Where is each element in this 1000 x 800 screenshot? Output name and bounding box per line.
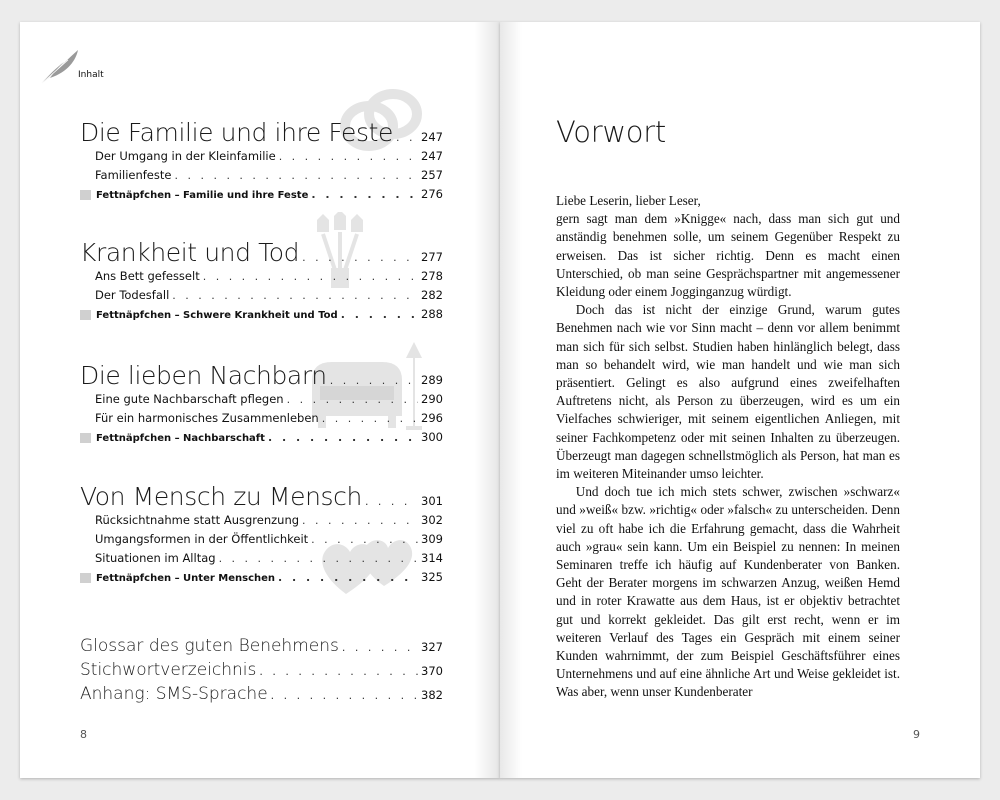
toc-section-heading[interactable]: [80, 238, 443, 267]
dot-leader: [268, 428, 418, 447]
appendix-page: 370: [421, 664, 443, 678]
salutation: Liebe Leserin, lieber Leser,: [556, 193, 701, 208]
toc-entry[interactable]: [80, 549, 443, 568]
dot-leader: [311, 530, 418, 549]
entry-page: 282: [421, 288, 443, 302]
entry-label: Eine gute Nachbarschaft pflegen: [95, 392, 284, 406]
toc-section-heading[interactable]: [80, 118, 443, 147]
grey-square-icon: [80, 433, 91, 443]
paragraph: gern sagt man dem »Knigge« nach, dass man sich gut und anständig benehmen solle, um seinem Gegenüber Respekt zu erweisen. Das ist sicher richtig. Denn es macht einen Unterschied, ob man seine Gesprächspartner mit angemessener Kleidung oder einem Jogginganzug würdigt.: [556, 211, 900, 300]
entry-page: 288: [421, 307, 443, 321]
entry-label: Ans Bett gefesselt: [95, 269, 200, 283]
appendix-list: [80, 636, 443, 708]
grey-square-icon: [80, 310, 91, 320]
section-title: Die Familie und ihre Feste: [80, 118, 394, 147]
entry-label: Fettnäpfchen – Nachbarschaft: [96, 433, 265, 444]
chapter-title: Vorwort: [556, 115, 666, 149]
paragraph: Und doch tue ich mich stets schwer, zwischen »schwarz« und »weiß« bzw. »richtig« oder »falsch« zu unterscheiden. Denn viel zu oft habe ich die Erfahrung gemacht, dass die Wahrheit auch »grau« sein kann. Um ein Beispiel zu nennen: In meinen Seminaren treffe ich häufig auf Kundenberater von Banken. Geht der Berater morgens im schwarzen Anzug, weißen Hemd und in roter Krawatte aus dem Haus, ist er objektiv betrachtet gut und korrekt gekleidet. Das gilt erst recht, wenn er im weiteren Verlauf des Tages ein Gespräch mit einem seiner Kunden wahrnimmt, der zum Beispiel Geschäftsführer eines Unternehmens und auf eine ähnliche Art und Weise gekleidet ist. Was aber, wenn unser Kundenberater: [556, 484, 900, 700]
header-label: Inhalt: [78, 70, 104, 80]
entry-page: 300: [421, 430, 443, 444]
dot-leader: [259, 665, 418, 678]
toc-entry-fettnaepfchen[interactable]: [80, 568, 443, 587]
toc-section-4: [80, 482, 443, 587]
toc-entry[interactable]: [80, 267, 443, 286]
toc-section-heading[interactable]: [80, 361, 443, 390]
appendix-title: Stichwortverzeichnis: [80, 660, 257, 680]
entry-label: Situationen im Alltag: [95, 551, 216, 565]
dot-leader: [278, 568, 418, 587]
toc-section-1: [80, 118, 443, 204]
entry-page: 325: [421, 570, 443, 584]
section-page: 301: [421, 494, 443, 508]
entry-page: 276: [421, 187, 443, 201]
right-page: [500, 22, 980, 778]
entry-label: Fettnäpfchen – Unter Menschen: [96, 573, 276, 584]
toc-entry[interactable]: [80, 530, 443, 549]
entry-page: 278: [421, 269, 443, 283]
paragraph: Doch das ist nicht der einzige Grund, warum gutes Benehmen nach wie vor Sinn macht – denn vor allem benimmt man sich für sich selbst. Studien haben hinlänglich belegt, dass man so behandelt wird, wie man handelt und wie man sich präsentiert. Gelingt es also aufgrund eines zweifelhaften Auftretens nicht, als Person zu überzeugen, wird es um ein Vielfaches schwieriger, mit seinem eigentlichen Anliegen, mit seiner Fachkompetenz oder mit seinen Inhalten zu überzeugen. Überzeugt man dagegen schnellstmöglich als Person, hat man es im weiteren Miteinander umso leichter.: [556, 302, 900, 482]
entry-page: 296: [421, 411, 443, 425]
page-number-left: 8: [80, 728, 87, 741]
appendix-entry[interactable]: [80, 684, 443, 708]
toc-entry-fettnaepfchen[interactable]: [80, 305, 443, 324]
appendix-page: 327: [421, 640, 443, 654]
page-number-right: 9: [913, 728, 920, 741]
toc-entry[interactable]: [80, 409, 443, 428]
appendix-entry[interactable]: [80, 636, 443, 660]
gutter-shadow: [500, 22, 522, 778]
entry-page: 314: [421, 551, 443, 565]
entry-label: Umgangsformen in der Öffentlichkeit: [95, 532, 309, 546]
dot-leader: [271, 689, 418, 702]
dot-leader: [311, 185, 418, 204]
entry-page: 290: [421, 392, 443, 406]
section-title: Die lieben Nachbarn: [80, 361, 327, 390]
dot-leader: [287, 390, 418, 409]
dot-leader: [279, 147, 418, 166]
feather-icon: [38, 46, 82, 86]
entry-label: Fettnäpfchen – Familie und ihre Feste: [96, 190, 309, 201]
section-title: Krankheit und Tod: [80, 238, 300, 267]
entry-label: Der Todesfall: [95, 288, 170, 302]
toc-entry-fettnaepfchen[interactable]: [80, 428, 443, 447]
toc-entry[interactable]: [80, 166, 443, 185]
left-page: [20, 22, 500, 778]
appendix-entry[interactable]: [80, 660, 443, 684]
gutter-shadow: [474, 22, 500, 778]
entry-label: Der Umgang in der Kleinfamilie: [95, 149, 276, 163]
dot-leader: [302, 251, 418, 264]
grey-square-icon: [80, 190, 91, 200]
entry-label: Fettnäpfchen – Schwere Krankheit und Tod: [96, 310, 338, 321]
toc-entry[interactable]: [80, 286, 443, 305]
dot-leader: [342, 641, 418, 654]
entry-page: 302: [421, 513, 443, 527]
section-title: Von Mensch zu Mensch: [80, 482, 362, 511]
body-text: [556, 192, 900, 702]
dot-leader: [302, 511, 418, 530]
dot-leader: [341, 305, 418, 324]
toc-section-2: [80, 238, 443, 324]
toc-entry[interactable]: [80, 147, 443, 166]
dot-leader: [174, 166, 418, 185]
entry-label: Familienfeste: [95, 168, 172, 182]
appendix-title: Glossar des guten Benehmens: [80, 636, 339, 656]
appendix-title: Anhang: SMS-Sprache: [80, 684, 268, 704]
dot-leader: [322, 409, 418, 428]
entry-page: 309: [421, 532, 443, 546]
page-header: [38, 46, 104, 86]
toc-section-3: [80, 361, 443, 447]
entry-label: Rücksichtnahme statt Ausgrenzung: [95, 513, 300, 527]
section-page: 289: [421, 373, 443, 387]
entry-label: Für ein harmonisches Zusammenleben: [95, 411, 319, 425]
section-page: 277: [421, 250, 443, 264]
toc-section-heading[interactable]: [80, 482, 443, 511]
entry-page: 257: [421, 168, 443, 182]
dot-leader: [396, 131, 418, 144]
book-spread: [20, 22, 980, 778]
entry-page: 247: [421, 149, 443, 163]
grey-square-icon: [80, 573, 91, 583]
dot-leader: [172, 286, 418, 305]
toc-entry[interactable]: [80, 511, 443, 530]
dot-leader: [203, 267, 418, 286]
toc-entry[interactable]: [80, 390, 443, 409]
appendix-page: 382: [421, 688, 443, 702]
dot-leader: [219, 549, 418, 568]
dot-leader: [365, 495, 418, 508]
toc-entry-fettnaepfchen[interactable]: [80, 185, 443, 204]
section-page: 247: [421, 130, 443, 144]
dot-leader: [330, 374, 418, 387]
